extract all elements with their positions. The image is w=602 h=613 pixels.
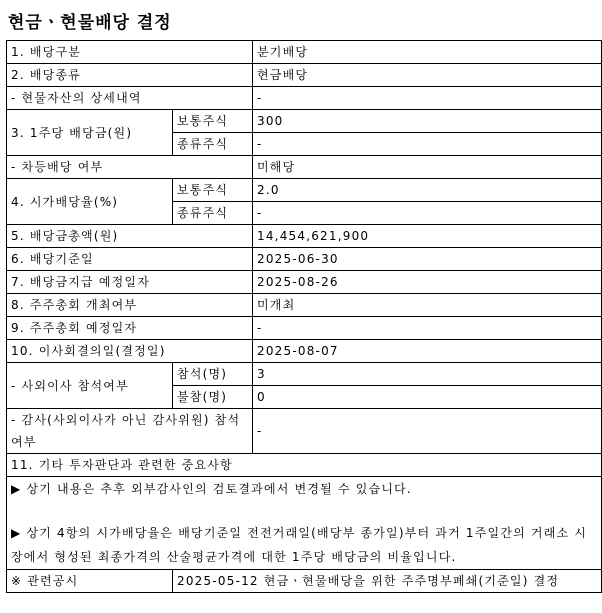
table-row — [7, 409, 602, 454]
note-text: ▶ 상기 4항의 시가배당율은 배당기준일 전전거래일(배당부 종가일)부터 과거 1주일간의 거래소 시장에서 형성된 최종가격의 산술평균가격에 대한 1주당 배당금의 비율입니다. — [11, 526, 588, 564]
table-row — [7, 294, 602, 317]
row-value: - — [253, 409, 602, 454]
row-value: 3 — [253, 363, 602, 386]
row-value: - — [253, 133, 602, 156]
related-disclosure-link[interactable]: 2025-05-12 현금ㆍ현물배당을 위한 주주명부폐쇄(기준일) 결정 — [173, 570, 602, 593]
related-label: ※ 관련공시 — [7, 570, 173, 593]
row-value: 현금배당 — [253, 64, 602, 87]
row-label: - 차등배당 여부 — [7, 156, 253, 179]
table-row — [7, 271, 602, 294]
table-row — [7, 41, 602, 64]
disclosure-table — [6, 40, 602, 593]
row-label: - 감사(사외이사가 아닌 감사위원) 참석여부 — [7, 409, 253, 454]
row-value: - — [253, 202, 602, 225]
notes-row — [7, 477, 602, 570]
row-label: - 현물자산의 상세내역 — [7, 87, 253, 110]
row-sublabel: 보통주식 — [173, 110, 253, 133]
row-value: 분기배당 — [253, 41, 602, 64]
row-value: 0 — [253, 386, 602, 409]
table-row — [7, 110, 602, 133]
row-sublabel: 종류주식 — [173, 202, 253, 225]
row-label: 5. 배당금총액(원) — [7, 225, 253, 248]
table-row — [7, 340, 602, 363]
row-value: 14,454,621,900 — [253, 225, 602, 248]
row-label: 6. 배당기준일 — [7, 248, 253, 271]
row-value: 2.0 — [253, 179, 602, 202]
row-value: - — [253, 87, 602, 110]
table-row — [7, 454, 602, 477]
page-title: 현금ㆍ현물배당 결정 — [8, 13, 172, 33]
row-value: - — [253, 317, 602, 340]
row-label: 8. 주주총회 개최여부 — [7, 294, 253, 317]
related-row — [7, 570, 602, 593]
row-label: 2. 배당종류 — [7, 64, 253, 87]
row-label: 4. 시가배당율(%) — [7, 179, 173, 225]
row-label: 1. 배당구분 — [7, 41, 253, 64]
table-row — [7, 87, 602, 110]
row-label: 11. 기타 투자판단과 관련한 중요사항 — [7, 454, 602, 477]
row-value: 2025-06-30 — [253, 248, 602, 271]
row-value: 2025-08-26 — [253, 271, 602, 294]
row-sublabel: 종류주식 — [173, 133, 253, 156]
row-value: 미해당 — [253, 156, 602, 179]
table-row — [7, 179, 602, 202]
table-row — [7, 363, 602, 386]
row-value: 미개최 — [253, 294, 602, 317]
row-sublabel: 보통주식 — [173, 179, 253, 202]
table-row — [7, 248, 602, 271]
table-row — [7, 317, 602, 340]
table-row — [7, 64, 602, 87]
row-label: 7. 배당금지급 예정일자 — [7, 271, 253, 294]
row-label: 9. 주주총회 예정일자 — [7, 317, 253, 340]
row-sublabel: 참석(명) — [173, 363, 253, 386]
table-row — [7, 225, 602, 248]
row-value: 2025-08-07 — [253, 340, 602, 363]
row-value: 300 — [253, 110, 602, 133]
row-label: 10. 이사회결의일(결정일) — [7, 340, 253, 363]
note-text: ▶ 상기 내용은 추후 외부감사인의 검토결과에서 변경될 수 있습니다. — [11, 482, 412, 496]
row-sublabel: 불참(명) — [173, 386, 253, 409]
row-label: - 사외이사 참석여부 — [7, 363, 173, 409]
table-row — [7, 156, 602, 179]
notes-cell — [7, 477, 602, 570]
row-label: 3. 1주당 배당금(원) — [7, 110, 173, 156]
